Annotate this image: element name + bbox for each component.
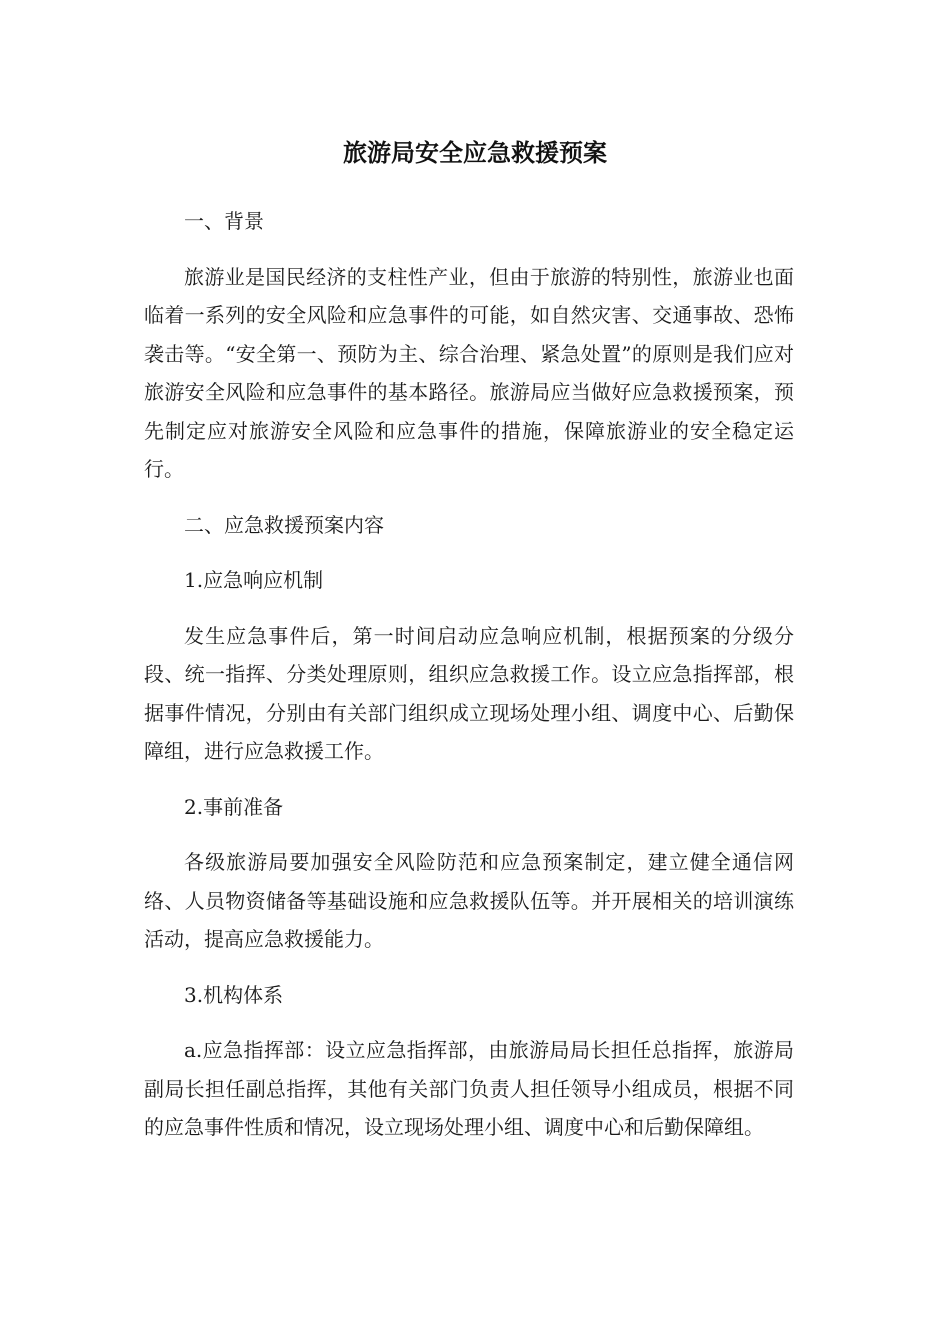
- background-paragraph: 旅游业是国民经济的支柱性产业，但由于旅游的特别性，旅游业也面临着一系列的安全风险和应急事件的可能，如自然灾害、交通事故、恐怖袭击等。“安全第一、预防为主、综合治理、紧急处置”的原则是我们应对旅游安全风险和应急事件的基本路径。旅游局应当做好应急救援预案，预先制定应对旅游安全风险和应急事件的措施，保障旅游业的安全稳定运行。: [144, 264, 794, 481]
- document-body: [144, 202, 794, 1147]
- item-heading-organization: 3.机构体系: [184, 982, 284, 1007]
- response-mechanism-paragraph: 发生应急事件后，第一时间启动应急响应机制，根据预案的分级分段、统一指挥、分类处理原则，组织应急救援工作。设立应急指挥部，根据事件情况，分别由有关部门组织成立现场处理小组、调度中心、后勤保障组，进行应急救援工作。: [144, 623, 794, 763]
- preparation-paragraph: 各级旅游局要加强安全风险防范和应急预案制定，建立健全通信网络、人员物资储备等基础设施和应急救援队伍等。并开展相关的培训演练活动，提高应急救援能力。: [144, 850, 794, 951]
- section-heading-plan-content: 二、应急救援预案内容: [184, 512, 384, 537]
- section-heading-background: 一、背景: [184, 209, 264, 233]
- item-heading-preparation: 2.事前准备: [184, 794, 284, 819]
- item-heading-response-mechanism: 1.应急响应机制: [184, 568, 324, 592]
- document-title: 旅游局安全应急救援预案: [343, 139, 607, 167]
- organization-paragraph: a.应急指挥部：设立应急指挥部，由旅游局局长担任总指挥，旅游局副局长担任副总指挥，其他有关部门负责人担任领导小组成员，根据不同的应急事件性质和情况，设立现场处理小组、调度中心和后勤保障组。: [144, 1038, 794, 1139]
